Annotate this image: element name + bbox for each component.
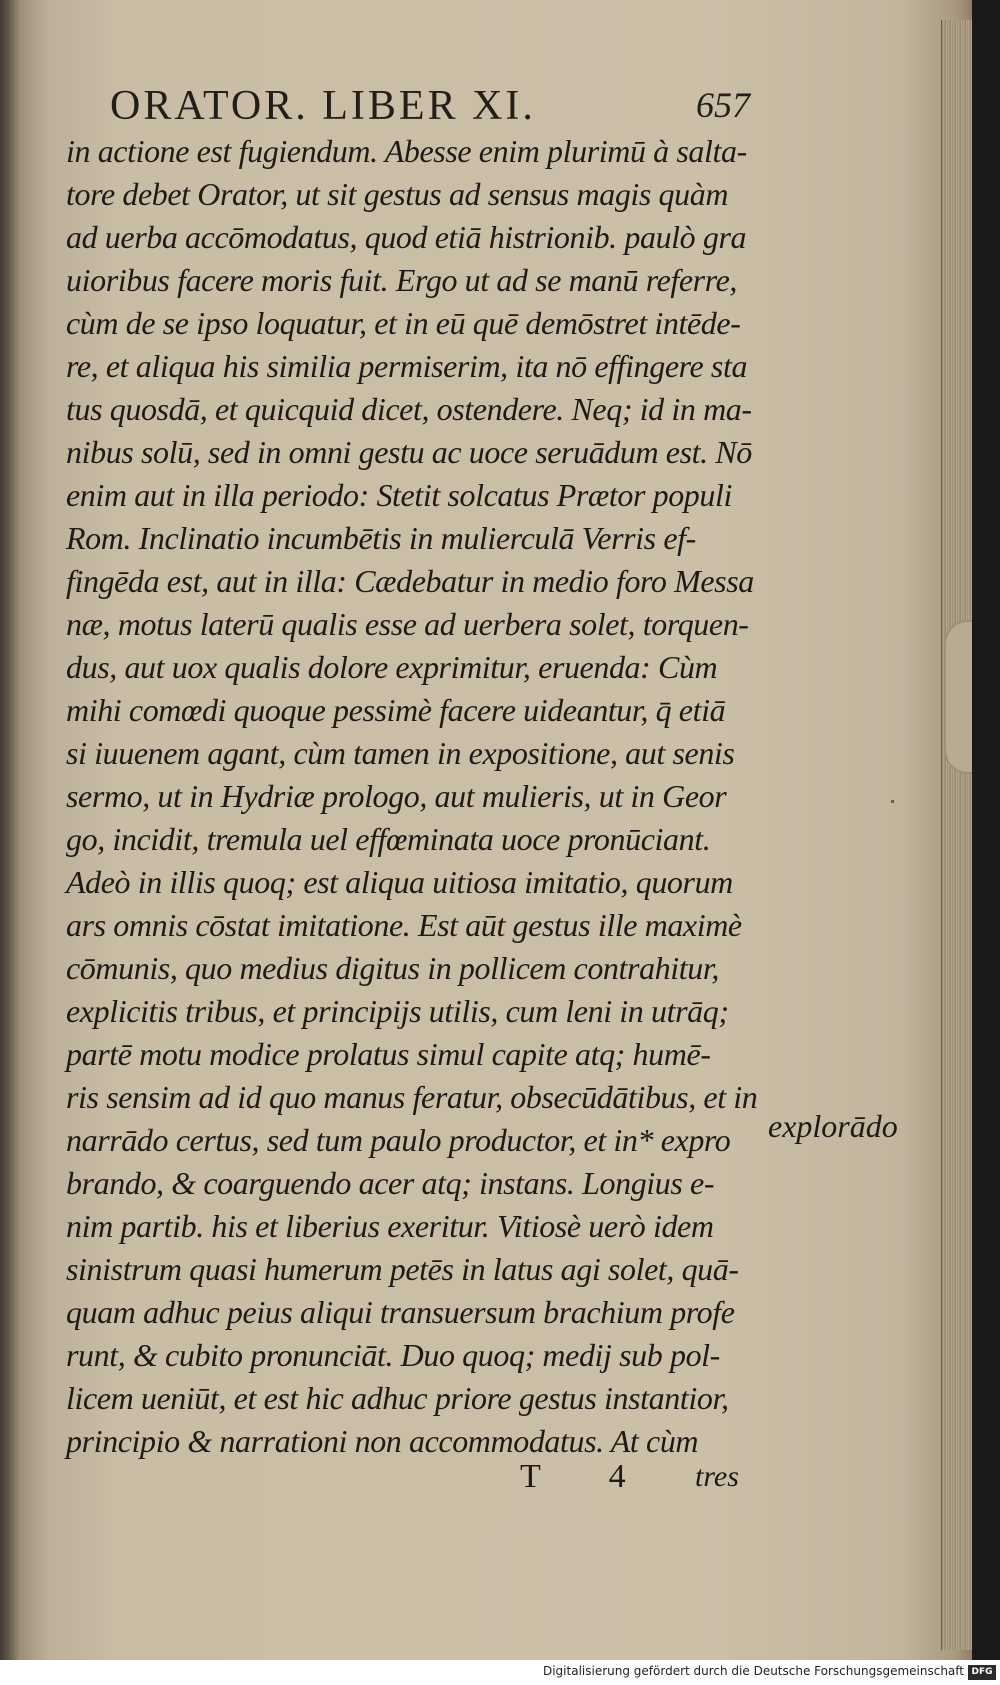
text-line: nibus solū, sed in omni gestu ac uoce seruādum est. Nō <box>66 434 752 470</box>
body-text <box>66 130 758 1463</box>
text-line: re, et aliqua his similia permiserim, ita nō effingere sta <box>66 348 748 384</box>
text-line: dus, aut uox qualis dolore exprimitur, eruenda: Cùm <box>66 649 718 685</box>
text-line: fingēda est, aut in illa: Cædebatur in medio foro Messa <box>66 563 754 599</box>
text-line: ars omnis cōstat imitatione. Est aūt gestus ille maximè <box>66 907 742 943</box>
paper-speck <box>891 800 894 803</box>
text-line: quam adhuc peius aliqui transuersum brachium profe <box>66 1294 735 1330</box>
digitization-footer <box>0 1660 1000 1685</box>
text-line: Adeò in illis quoq; est aliqua uitiosa imitatio, quorum <box>66 864 733 900</box>
text-line: explicitis tribus, et principijs utilis, cum leni in utrāq; <box>66 993 729 1029</box>
text-line: tus quosdā, et quicquid dicet, ostendere. Neq; id in ma- <box>66 391 752 427</box>
page-edges <box>941 20 972 1650</box>
text-line: partē motu modice prolatus simul capite atq; humē- <box>66 1036 711 1072</box>
text-line: ad uerba accōmodatus, quod etiā histrionib. paulò gra <box>66 219 747 255</box>
footer-credit: Digitalisierung gefördert durch die Deutsche Forschungsgemeinschaft <box>542 1664 964 1678</box>
text-line: principio & narrationi non accommodatus. At cùm <box>66 1423 699 1459</box>
text-line: mihi comœdi quoque pessimè facere uideantur, q̄ etiā <box>66 692 726 728</box>
signature-mark: T 4 <box>520 1458 656 1495</box>
text-line: cōmunis, quo medius digitus in pollicem contrahitur, <box>66 950 719 986</box>
text-line: tore debet Orator, ut sit gestus ad sensus magis quàm <box>66 176 729 212</box>
text-line: sermo, ut in Hydriæ prologo, aut mulieris, ut in Geor <box>66 778 727 814</box>
text-line: enim aut in illa periodo: Stetit solcatus Prætor populi <box>66 477 732 513</box>
text-line: si iuuenem agant, cùm tamen in expositione, aut senis <box>66 735 735 771</box>
text-line: runt, & cubito pronunciāt. Duo quoq; medij sub pol- <box>66 1337 720 1373</box>
gutter-shadow <box>0 0 20 1660</box>
text-line: næ, motus laterū qualis esse ad uerbera solet, torquen- <box>66 606 749 642</box>
text-line: in actione est fugiendum. Abesse enim plurimū à salta- <box>66 133 747 169</box>
text-line: cùm de se ipso loquatur, et in eū quē demōstret intēde- <box>66 305 741 341</box>
margin-note: explorādo <box>768 1108 898 1144</box>
text-line: ris sensim ad id quo manus feratur, obsecūdātibus, et in <box>66 1079 758 1115</box>
page-tab <box>944 620 972 774</box>
dfg-logo-icon: DFG <box>968 1665 996 1680</box>
page-header <box>110 82 750 132</box>
catchword: tres <box>695 1460 739 1493</box>
text-line: brando, & coarguendo acer atq; instans. Longius e- <box>66 1165 715 1201</box>
text-line: nim partib. his et liberius exeritur. Vitiosè uerò idem <box>66 1208 714 1244</box>
text-line: Rom. Inclinatio incumbētis in mulierculā Verris ef- <box>66 520 696 556</box>
page-number: 657 <box>696 85 750 125</box>
running-title: ORATOR. LIBER XI. <box>110 83 536 129</box>
text-line: sinistrum quasi humerum petēs in latus agi solet, quā- <box>66 1251 739 1287</box>
text-line: go, incidit, tremula uel effœminata uoce pronūciant. <box>66 821 711 857</box>
text-line: narrādo certus, sed tum paulo productor, et in* expro <box>66 1122 731 1158</box>
text-line: licem ueniūt, et est hic adhuc priore gestus instantior, <box>66 1380 729 1416</box>
text-line: uioribus facere moris fuit. Ergo ut ad se manū referre, <box>66 262 737 298</box>
